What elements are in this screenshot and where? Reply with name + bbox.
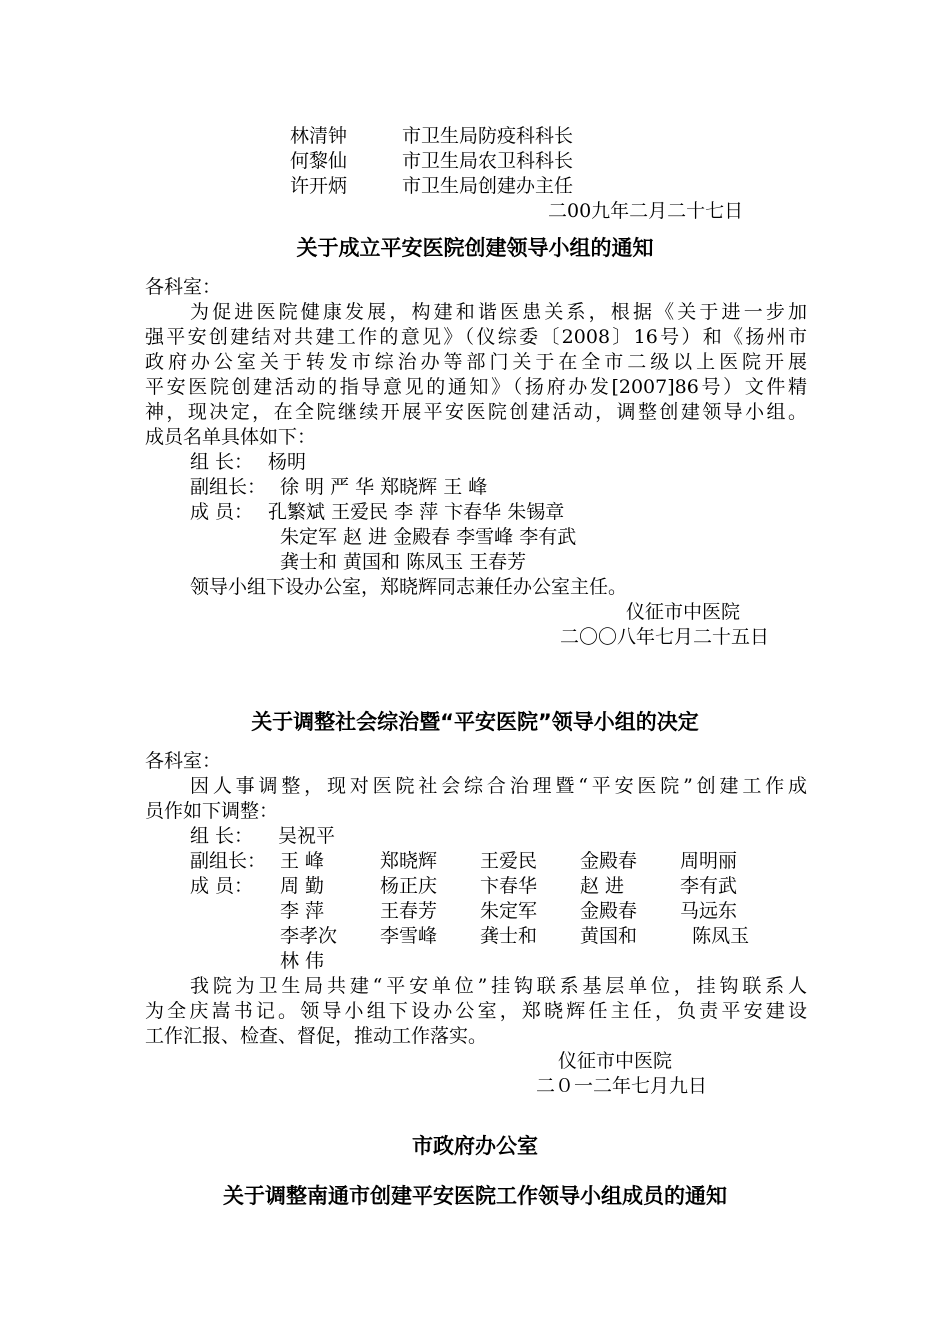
closing-line: 我院为卫生局共建“平安单位”挂钩联系基层单位，挂钩联系人	[190, 975, 807, 997]
body-line: 为促进医院健康发展，构建和谐医患关系，根据《关于进一步加	[190, 301, 807, 323]
member-name: 赵 进	[580, 875, 625, 897]
member-title: 市卫生局创建办主任	[402, 175, 574, 197]
deputy-name: 王爱民	[480, 850, 538, 872]
issuing-org: 仪征市中医院	[558, 1050, 673, 1072]
member-name: 李 萍	[280, 900, 325, 922]
notice-title: 关于成立平安医院创建领导小组的通知	[296, 236, 654, 260]
deputy-name: 王 峰	[280, 850, 325, 872]
body-line: 因人事调整，现对医院社会综合治理暨“平安医院”创建工作成	[190, 775, 807, 797]
deputy-name: 周明丽	[680, 850, 738, 872]
closing-line: 工作汇报、检查、督促，推动工作落实。	[145, 1025, 488, 1047]
document-date: 二０一二年七月九日	[536, 1075, 708, 1097]
deputy-name: 金殿春	[580, 850, 638, 872]
deputy-name: 郑晓辉	[380, 850, 438, 872]
member-name: 王春芳	[380, 900, 438, 922]
member-name: 杨正庆	[380, 875, 438, 897]
section-heading: 市政府办公室	[412, 1134, 538, 1158]
member-title: 市卫生局农卫科科长	[402, 150, 574, 172]
members-label: 成 员：	[190, 875, 254, 897]
member-name: 何黎仙	[290, 150, 348, 172]
member-name: 林清钟	[290, 125, 348, 147]
members-line: 龚士和 黄国和 陈凤玉 王春芳	[280, 551, 527, 573]
members-label: 成 员：	[190, 501, 254, 523]
leader-name: 吴祝平	[278, 825, 336, 847]
body-line: 政府办公室关于转发市综治办等部门关于在全市二级以上医院开展	[145, 351, 807, 373]
member-name: 黄国和	[580, 925, 638, 947]
body-line: 平安医院创建活动的指导意见的通知》（扬府办发[2007]86号）文件精	[145, 376, 807, 398]
member-name: 李孝次	[280, 925, 338, 947]
closing-text: 领导小组下设办公室，郑晓辉同志兼任办公室主任。	[190, 576, 628, 598]
document-date: 二00九年二月二十七日	[548, 200, 744, 222]
decision-title: 关于调整社会综治暨“平安医院”领导小组的决定	[251, 710, 699, 734]
deputy-label: 副组长：	[190, 850, 267, 872]
leader-label: 组 长：	[190, 825, 254, 847]
body-line: 成员名单具体如下：	[145, 426, 317, 448]
member-name: 周 勤	[280, 875, 325, 897]
member-name: 朱定军	[480, 900, 538, 922]
member-name: 许开炳	[290, 175, 348, 197]
member-name: 卞春华	[480, 875, 538, 897]
member-name: 金殿春	[580, 900, 638, 922]
issuing-org: 仪征市中医院	[626, 601, 741, 623]
member-name: 陈凤玉	[680, 925, 750, 947]
member-name: 马远东	[680, 900, 738, 922]
document-date: 二〇〇八年七月二十五日	[560, 626, 770, 648]
body-line: 强平安创建结对共建工作的意见》（仪综委〔2008〕16号）和《扬州市	[145, 326, 807, 348]
body-line: 员作如下调整：	[145, 800, 279, 822]
closing-line: 为全庆嵩书记。领导小组下设办公室，郑晓辉任主任，负责平安建设	[145, 1000, 807, 1022]
notice-title: 关于调整南通市创建平安医院工作领导小组成员的通知	[223, 1184, 727, 1208]
salutation: 各科室：	[145, 750, 222, 772]
members-line: 孔繁斌 王爱民 李 萍 卞春华 朱锡章	[268, 501, 565, 523]
leader-label: 组 长：	[190, 451, 254, 473]
member-title: 市卫生局防疫科科长	[402, 125, 574, 147]
member-name: 龚士和	[480, 925, 538, 947]
member-name: 林 伟	[280, 950, 325, 972]
salutation: 各科室：	[145, 276, 222, 298]
member-name: 李有武	[680, 875, 738, 897]
members-line: 朱定军 赵 进 金殿春 李雪峰 李有武	[280, 526, 577, 548]
deputy-names: 徐 明 严 华 郑晓辉 王 峰	[280, 476, 488, 498]
member-name: 李雪峰	[380, 925, 438, 947]
deputy-label: 副组长：	[190, 476, 267, 498]
body-line: 神，现决定，在全院继续开展平安医院创建活动，调整创建领导小组。	[145, 401, 807, 423]
leader-name: 杨明	[268, 451, 307, 473]
